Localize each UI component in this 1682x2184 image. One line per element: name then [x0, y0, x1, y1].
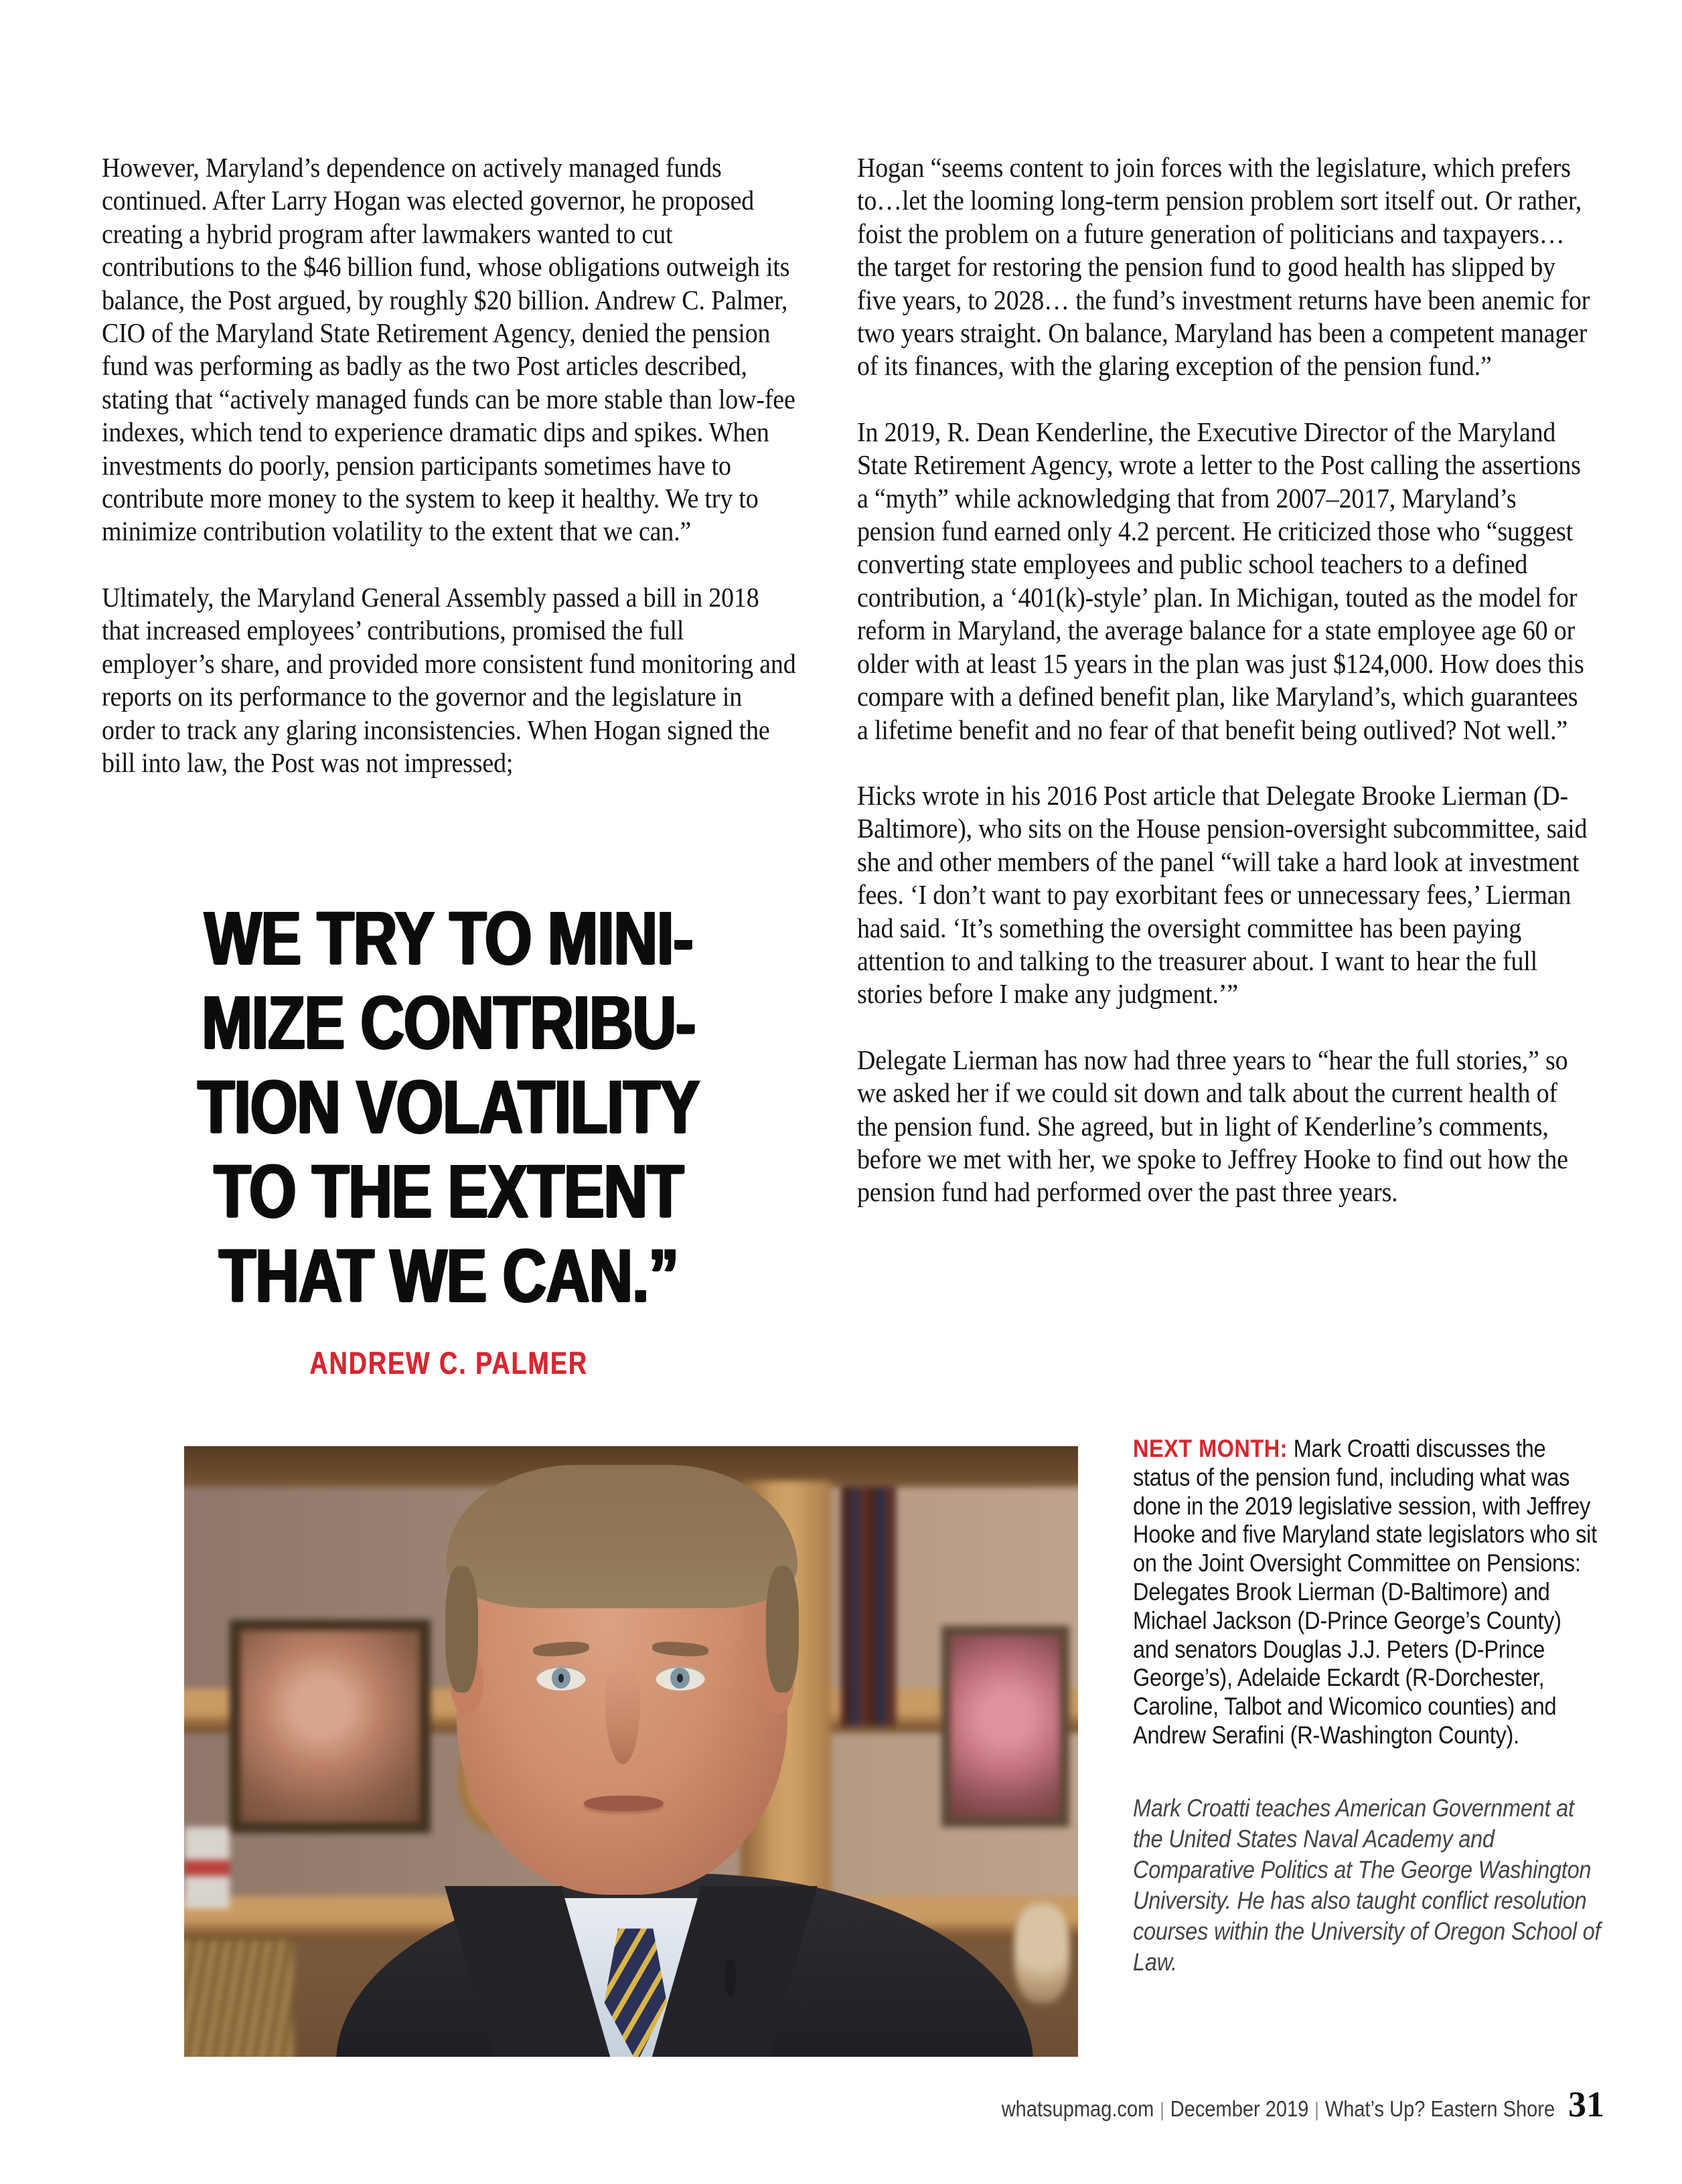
- paragraph: Hicks wrote in his 2016 Post article that Delegate Brooke Lierman (D-Baltimore), who sits on the House pension-oversight subcommittee, said she and other members of the panel “will take a hard look at investment fees. ‘I don’t want to pay exorbitant fees or unnecessary fees,’ Lierman had said. ‘It’s something the oversight committee has been paying attention to and talking to the treasurer about. I want to hear the full stories before I make any judgment.’”: [857, 779, 1588, 1010]
- paragraph: However, Maryland’s dependence on actively managed funds continued. After Larry Hogan was elected governor, he proposed creating a hybrid program after lawmakers wanted to cut contributions to the $46 billion fund, whose obligations outweigh its balance, the Post argued, by roughly $20 billion. Andrew C. Palmer, CIO of the Maryland State Retirement Agency, denied the pension fund was performing as badly as the two Post articles described, stating that “actively managed funds can be more stable than low-fee indexes, which tend to experience dramatic dips and spikes. When investments do poorly, pension participants sometimes have to contribute more money to the system to keep it healthy. We try to minimize contribution volatility to the extent that we can.”: [102, 152, 795, 547]
- author-bio: Mark Croatti teaches American Government at the United States Naval Academy and Comparative Politics at The George Washington University. He has also taught conflict resolution courses within the University of Oregon School of Law.: [1133, 1794, 1601, 1976]
- next-month-body: Mark Croatti discusses the status of the pension fund, including what was done in the 2019 legislative session, with Jeffrey Hooke and five Maryland state legislators who sit on the Joint Oversight Committee on Pensions: Delegates Brook Lierman (D-Baltimore) and Michael Jackson (D-Prince George’s County) and senators Douglas J.J. Peters (D-Prince George’s), Adelaide Eckardt (R-Dorchester, Caroline, Talbot and Wicomico counties) and Andrew Serafini (R-Washington County).: [1133, 1435, 1597, 1749]
- hair: [766, 1566, 799, 1693]
- next-month-text: [1133, 1435, 1602, 1750]
- pupil: [677, 1674, 682, 1683]
- head: [457, 1474, 787, 1895]
- mouth: [584, 1796, 664, 1811]
- pull-quote-line: TO THE EXTENT: [214, 1149, 684, 1233]
- eye: [656, 1665, 705, 1691]
- pull-quote-line: TION VOLATILITY: [198, 1065, 700, 1149]
- page-footer: [926, 2086, 1604, 2122]
- portrait-of-man: [184, 1446, 1078, 2057]
- eyebrow: [532, 1640, 589, 1658]
- next-month-text-block: [1133, 1435, 1602, 1978]
- footer-separator: |: [1159, 2099, 1164, 2121]
- pull-quote: [114, 896, 783, 1381]
- paragraph: In 2019, R. Dean Kenderline, the Executive Director of the Maryland State Retirement Agency, wrote a letter to the Post calling the assertions a “myth” while acknowledging that from 2007–2017, Maryland’s pension fund earned only 4.2 percent. He criticized those who “suggest converting state employees and public school teachers to a defined contribution, a ‘401(k)-style’ plan. In Michigan, touted as the model for reform in Maryland, the average balance for a state employee age 60 or older with at least 15 years in the plan was just $124,000. How does this compare with a defined benefit plan, like Maryland’s, which guarantees a lifetime benefit and no fear of that benefit being outlived? Not well.”: [857, 416, 1584, 745]
- footer-text: [1002, 2096, 1555, 2122]
- pull-quote-attribution: ANDREW C. PALMER: [309, 1345, 588, 1381]
- lapel-microphone: [725, 1959, 736, 1996]
- pull-quote-text: [114, 896, 783, 1381]
- iris: [670, 1668, 689, 1689]
- footer-issue-date: December 2019: [1170, 2096, 1309, 2121]
- paragraph: Hogan “seems content to join forces with the legislature, which prefers to…let the looming long-term pension problem sort itself out. Or rather, foist the problem on a future generation of politicians and taxpayers…the target for restoring the pension fund to good health has slipped by five years, to 2028… the fund’s investment returns have been anemic for two years straight. On balance, Maryland has been a competent manager of its finances, with the glaring exception of the pension fund.”: [857, 152, 1590, 382]
- footer-separator: |: [1314, 2099, 1319, 2121]
- pull-quote-line: MIZE CONTRIBU-: [202, 980, 696, 1065]
- interview-photo: [184, 1446, 1078, 2057]
- pull-quote-line: THAT WE CAN.”: [219, 1233, 678, 1318]
- next-month-callout: [1133, 1435, 1602, 1978]
- right-column-text: [857, 151, 1594, 1209]
- right-column: [857, 151, 1662, 1242]
- eye: [536, 1665, 586, 1691]
- left-column: [102, 151, 862, 812]
- hair: [445, 1566, 478, 1693]
- footer-publication: What’s Up? Eastern Shore: [1324, 2096, 1555, 2121]
- pull-quote-line: WE TRY TO MINI-: [204, 896, 693, 980]
- next-month-label: NEXT MONTH:: [1133, 1435, 1288, 1462]
- left-column-text: [102, 151, 797, 779]
- hair: [447, 1465, 797, 1608]
- iris: [552, 1668, 570, 1689]
- eyebrow: [652, 1640, 708, 1658]
- pupil: [558, 1674, 564, 1683]
- page-number: 31: [1568, 2084, 1604, 2124]
- nose: [605, 1667, 640, 1764]
- footer-site: whatsupmag.com: [1001, 2096, 1154, 2121]
- paragraph: Delegate Lierman has now had three years to “hear the full stories,” so we asked her if we could sit down and talk about the current health of the pension fund. She agreed, but in light of Kenderline’s comments, before we met with her, we spoke to Jeffrey Hooke to find out how the pension fund had performed over the past three years.: [857, 1044, 1568, 1208]
- paragraph: Ultimately, the Maryland General Assembly passed a bill in 2018 that increased employees’ contributions, promised the full employer’s share, and provided more consistent fund monitoring and reports on its performance to the governor and the legislature in order to track any glaring inconsistencies. When Hogan signed the bill into law, the Post was not impressed;: [102, 581, 796, 778]
